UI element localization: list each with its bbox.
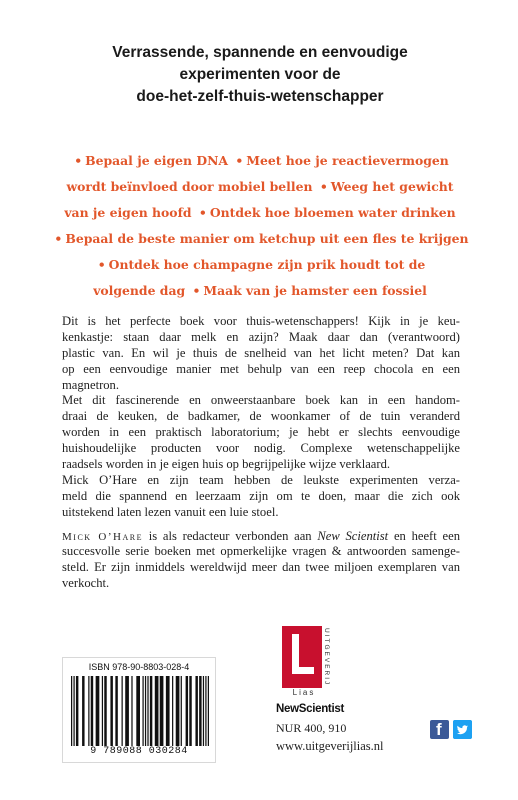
facebook-icon[interactable]: f [430,720,449,739]
blurb-line: Dit is het perfecte boek voor thuis-wetenschappers! Kijk in je keu- [62,314,460,328]
highlight-line [40,252,480,278]
highlight-item: Maak van je hamster een fossiel [203,283,427,298]
highlight-line [40,148,480,174]
barcode-bars [71,676,209,746]
imprint-name: Lias [292,688,316,697]
author-bio-line: verkocht. [62,576,110,591]
bullet: • [319,179,328,194]
highlight-item: Ontdek hoe bloemen water drinken [209,205,456,220]
blurb-line: plastic van. En wil je thuis de snelheid van het licht meten? Dat kan [62,345,460,360]
magazine-name: New Scientist [317,528,389,543]
blurb-line: raadsels worden in je eigen huis op begrijpelijke wijze verklaard. [62,457,391,472]
blurb-line: huishoudelijke producten voor nodig. Complexe wetenschappelijke [62,441,460,456]
bullet: • [74,153,83,168]
author-bio-line: steld. Er zijn inmiddels wereldwijd meer dan twee miljoen exemplaren van [62,560,460,575]
highlight-item: Ontdek hoe champagne zijn prik houdt tot de [108,257,426,272]
new-scientist-logo: NewScientist [276,703,344,715]
highlight-item: Bepaal de beste manier om ketchup uit een fles te krijgen [65,231,469,246]
author-bio-line: succesvolle serie boeken met opmerkelijke vragen & antwoorden samenge- [62,544,460,559]
blurb-line: meld die spannend en leerzaam zijn om te doen, maar die zich ook [62,488,460,503]
lias-logo-icon [282,626,326,688]
headline-line: experimenten voor de [179,66,341,83]
author-bio-line [62,529,460,545]
highlight-line [40,278,480,304]
highlight-item: volgende dag [93,283,186,298]
headline [40,42,480,108]
highlight-line [40,200,480,226]
twitter-icon[interactable] [453,720,472,739]
imprint-side-label: UITGEVERIJ [323,628,330,687]
blurb-line: Mick O’Hare en zijn team hebben de leukste experimenten verza- [62,472,460,487]
blurb-line: worden in een praktisch laboratorium; je hebt er slechts eenvoudige [62,425,460,440]
highlight-item: Weeg het gewicht [330,179,454,194]
highlight-item: van je eigen hoofd [64,205,192,220]
isbn-label: ISBN 978-90-8803-028-4 [88,662,190,672]
highlight-item: Bepaal je eigen DNA [85,153,229,168]
highlight-line [40,174,480,200]
bio-text: en heeft een [388,528,460,543]
bullet: • [235,153,244,168]
highlight-item: Meet hoe je reactievermogen [246,153,449,168]
highlight-line [40,226,480,252]
blurb-line: kenkastje: staan daar melk en azijn? Maak daar dan (verantwoord) [62,329,460,344]
blurb-line: draai de keuken, de badkamer, de woonkamer of de tuin veranderd [62,409,460,424]
barcode [62,657,216,763]
bullet: • [192,283,201,298]
highlights [40,148,480,304]
blurb-line: uitstekend laten lezen vanuit een luie stoel. [62,504,279,519]
barcode-number: 9 789088 030284 [90,746,188,757]
blurb-line: magnetron. [62,377,120,392]
headline-line: doe-het-zelf-thuis-wetenschapper [136,88,384,105]
bio-text: is als redacteur verbonden aan [142,528,318,543]
bullet: • [54,231,63,246]
highlight-item: wordt beïnvloed door mobiel bellen [66,179,313,194]
blurb [62,314,460,592]
bullet: • [97,257,106,272]
author-name: Mick O’Hare [62,530,143,543]
bullet: • [198,205,207,220]
publisher-url[interactable]: www.uitgeverijlias.nl [276,739,384,753]
nur-code: NUR 400, 910 [276,721,347,735]
blurb-line: Met dit fascinerende en onweerstaanbare boek kan in een handom- [62,393,460,408]
blurb-line: op een eenvoudige manier met behulp van een reep chocola en een [62,361,460,376]
headline-line: Verrassende, spannende en eenvoudige [112,44,408,61]
